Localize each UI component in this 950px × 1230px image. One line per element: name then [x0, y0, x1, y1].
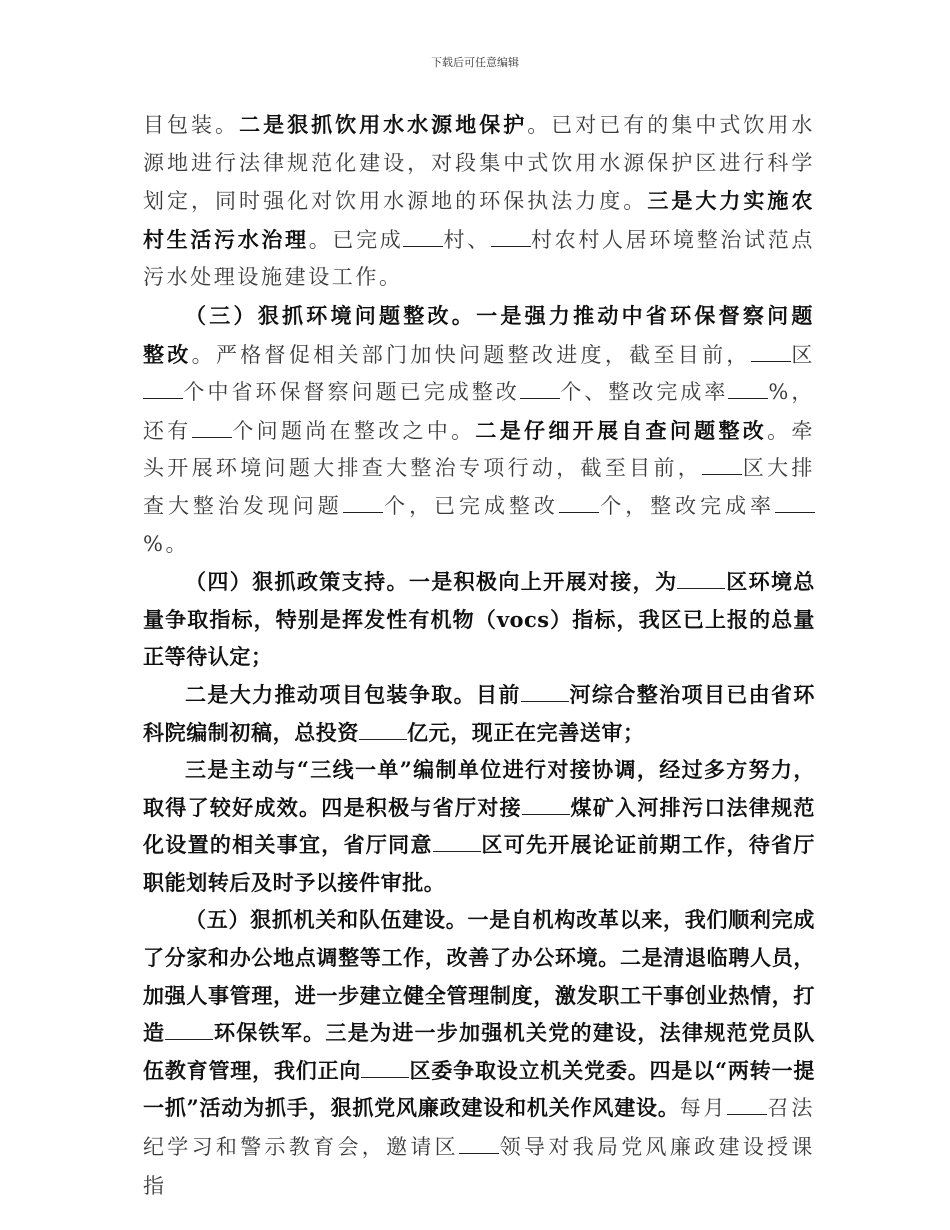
- text-run: 每月: [679, 1096, 728, 1121]
- blank-underline: [520, 380, 560, 399]
- blank-underline: [143, 380, 183, 399]
- text-run: 。: [191, 342, 216, 367]
- latin-term: vocs: [496, 606, 550, 632]
- bold-heading: 二是狠抓饮用水水源地保护: [239, 112, 528, 137]
- text-run: 个，已完成整改: [382, 493, 559, 518]
- text-run: （四）狠抓政策支持。一是积极向上开展对接，为: [185, 569, 678, 595]
- paragraph-section-3: [143, 297, 815, 563]
- text-run: 个，整改完成率: [598, 493, 776, 518]
- blank-underline: [751, 343, 791, 362]
- text-run: （五）狠抓机关和队伍建设。一是自机构改革以来，我们顺利完成了分家和办公地点调整等工作，改善了办公环境。二是清退临聘人员，加强人事管理，进一步建立健全管理制度，激发职工干事创业热情，打造: [143, 907, 815, 1046]
- text-run: 亿元，现正在完善送审；: [407, 719, 645, 745]
- text-run: 严格督促相关部门加快问题整改进度，截至目前，: [215, 342, 751, 367]
- blank-underline: [522, 796, 570, 815]
- text-run: 区可先开展论证前期工作，待省厅职能划转后及时予以接件审批。: [143, 832, 815, 895]
- text-run: 。已对已有的集中式饮用水源地进行法律规范化建设，对段集中式饮用水源保护区进行科学划定，同时强化对饮用水源地的环保执法力度。: [143, 113, 815, 214]
- blank-underline: [702, 456, 742, 475]
- text-run: 召法纪学习和警示教育会，邀请区: [143, 1096, 816, 1160]
- blank-underline: [727, 1096, 767, 1115]
- blank-underline: [433, 833, 481, 852]
- blank-underline: [343, 494, 383, 513]
- text-run: 。牵头开展环境问题大排查大整治专项行动，截至目前，: [143, 418, 816, 481]
- bold-heading: （三）狠抓环境问题整改。一是强力推动中省环保督察问题整改: [143, 302, 815, 367]
- text-run: 。已完成: [308, 227, 404, 252]
- paragraph-section-4: [143, 563, 815, 676]
- bold-heading: 三是大力实施农村生活污水治理: [143, 188, 815, 252]
- blank-underline: [491, 228, 531, 247]
- blank-underline: [677, 570, 725, 589]
- blank-underline: [775, 494, 815, 513]
- text-run: ）指标，我区已上报的总量正等待认定；: [143, 606, 815, 670]
- text-run: 河综合整治项目已由省环科院编制初稿，总投资: [143, 681, 815, 745]
- text-run: 区: [790, 342, 815, 367]
- text-run: 环保铁军。三是为进一步加强机关党的建设，法律规范党员队伍教育管理，我们正向: [143, 1020, 815, 1083]
- text-run: 目包装。: [143, 113, 240, 137]
- page-header: 下载后可任意编辑: [431, 56, 519, 69]
- text-run: 个中省环保督察问题已完成整改: [183, 380, 520, 405]
- bold-heading: 二是仔细开展自查问题整改: [475, 417, 768, 443]
- document-body: [143, 106, 815, 1205]
- text-run: %，还有: [143, 380, 816, 443]
- blank-underline: [521, 683, 569, 702]
- blank-underline: [728, 380, 768, 399]
- text-run: 个、整改完成率: [559, 380, 729, 405]
- text-run: 区大排查大整治发现问题: [143, 456, 815, 518]
- text-run: 区环境总量争取指标，特别是挥发性有机物（: [143, 569, 815, 632]
- blank-underline: [361, 1059, 409, 1078]
- blank-underline: [359, 721, 407, 740]
- blank-underline: [165, 1021, 213, 1040]
- paragraph-project-packaging: [143, 676, 815, 751]
- text-run: 领导对我局党风廉政建设授课指: [143, 1135, 815, 1198]
- paragraph-section-5: [143, 901, 815, 1205]
- paragraph-water-source: [143, 106, 815, 297]
- text-run: %。: [143, 531, 190, 556]
- text-run: 村农村人居环境整治试范点污水处理设施建设工作。: [143, 227, 816, 290]
- text-run: 村、: [443, 227, 491, 252]
- blank-underline: [459, 1135, 499, 1154]
- text-run: 煤矿入河排污口法律规范化设置的相关事宜，省厅同意: [143, 794, 815, 858]
- text-run: 个问题尚在整改之中。: [231, 418, 476, 443]
- blank-underline: [192, 419, 232, 438]
- paragraph-three-lines: [143, 751, 815, 901]
- text-run: 区委争取设立机关党委。四是以“两转一提一抓”活动为抓手，狠抓党风廉政建设和机关作风建设。: [143, 1057, 815, 1121]
- text-run: 二是大力推动项目包装争取。目前: [185, 681, 521, 707]
- blank-underline: [403, 228, 443, 247]
- text-run: 三是主动与“三线一单”编制单位进行对接协调，经过多方努力，取得了较好成效。四是积极与省厅对接: [143, 757, 815, 820]
- blank-underline: [559, 494, 599, 513]
